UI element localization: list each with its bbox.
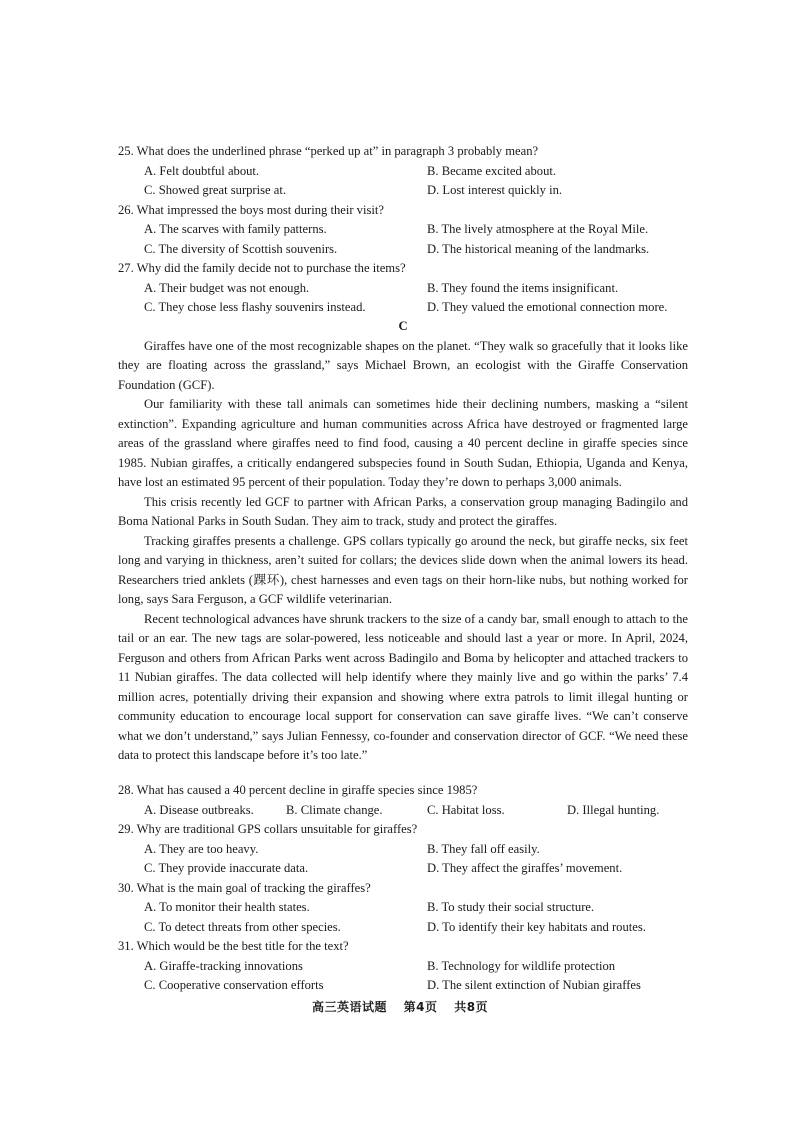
option-c: C. They provide inaccurate data. (144, 861, 309, 875)
question-27 (118, 259, 688, 318)
option-d: D. Illegal hunting. (567, 802, 660, 817)
question-text: 25. What does the underlined phrase “perked up at” in paragraph 3 probably mean? (118, 144, 539, 158)
option-d: D. The silent extinction of Nubian giraffes (427, 978, 641, 992)
section-heading: C (398, 319, 408, 333)
passage-paragraph-3: This crisis recently led GCF to partner with African Parks, a conservation group managing Badingilo and Boma National Parks in South Sudan. They aim to track, study and protect the giraffes. (118, 494, 688, 528)
option-d: D. Lost interest quickly in. (427, 183, 563, 197)
option-d: D. They valued the emotional connection more. (427, 300, 668, 314)
option-d: D. They affect the giraffes’ movement. (427, 861, 623, 875)
question-text: 27. Why did the family decide not to purchase the items? (118, 261, 406, 275)
question-text: 31. Which would be the best title for the text? (118, 939, 349, 953)
option-c: C. Cooperative conservation efforts (144, 978, 324, 992)
passage-paragraph-1: Giraffes have one of the most recognizable shapes on the planet. “They walk so gracefully that it looks like they are floating across the grassland,” says Michael Brown, an ecologist with the Giraffe Conservation Foundation (GCF). (118, 338, 688, 392)
passage-c (118, 317, 688, 766)
option-c: C. Showed great surprise at. (144, 183, 286, 197)
passage-paragraph-4: Tracking giraffes presents a challenge. GPS collars typically go around the neck, but giraffe necks, six feet long and varying in thickness, aren’t suited for collars; the devices slide down when the animal lowers its head. Researchers tried anklets (踝环), chest harnesses and even tags on their horn-like nubs, but nothing worked for long, says Sara Ferguson, a GCF wildlife veterinarian. (118, 533, 688, 606)
question-31 (118, 937, 688, 996)
footer-subject: 高三英语试题 (311, 1000, 387, 1014)
option-d: D. To identify their key habitats and routes. (427, 919, 646, 934)
option-b: B. Climate change. (286, 802, 383, 817)
question-text: 28. What has caused a 40 percent decline in giraffe species since 1985? (118, 783, 478, 797)
footer-page-number: 第4页 (403, 1000, 438, 1014)
option-b: B. The lively atmosphere at the Royal Mile. (427, 222, 649, 236)
question-text: 30. What is the main goal of tracking the giraffes? (118, 880, 371, 895)
option-c: C. They chose less flashy souvenirs instead. (144, 300, 366, 314)
option-b: B. Technology for wildlife protection (427, 958, 616, 973)
option-a: A. Felt doubtful about. (144, 163, 260, 178)
option-b: B. They fall off easily. (427, 841, 540, 856)
question-26 (118, 201, 688, 260)
option-c: C. To detect threats from other species. (144, 919, 341, 934)
option-c: C. Habitat loss. (427, 802, 505, 817)
question-29 (118, 820, 688, 879)
questions-28-31 (118, 781, 688, 996)
option-a: A. To monitor their health states. (144, 900, 310, 914)
footer-total-pages: 共8页 (454, 1000, 489, 1014)
option-a: A. Disease outbreaks. (144, 802, 254, 817)
question-text: 29. Why are traditional GPS collars unsuitable for giraffes? (118, 822, 418, 836)
question-28 (118, 781, 688, 820)
option-b: B. They found the items insignificant. (427, 280, 619, 295)
page-footer (0, 998, 800, 1015)
questions-25-27 (118, 142, 688, 318)
question-text: 26. What impressed the boys most during their visit? (118, 202, 384, 217)
option-b: B. To study their social structure. (427, 900, 595, 914)
option-a: A. Their budget was not enough. (144, 280, 310, 295)
passage-paragraph-5: Recent technological advances have shrunk trackers to the size of a candy bar, small enough to attach to the tail or an ear. The new tags are solar-powered, less noticeable and should last a year or more. In April, 2024, Ferguson and others from African Parks went across Badingilo and Boma by helicopter and attached trackers to 11 Nubian giraffes. The data collected will help identify where they mainly live and go within the parks’ 7.4 million acres, potentially driving their expansion and showing where extra patrols to limit illegal hunting or community education to encourage local support for conservation can save giraffe lives. “We can’t conserve what we don’t understand,” says Julian Fennessy, co-founder and conservation director of GCF. “We need these data to protect this landscape before it’s too late.” (118, 611, 688, 762)
question-25 (118, 142, 688, 201)
option-d: D. The historical meaning of the landmarks. (427, 241, 650, 256)
option-a: A. They are too heavy. (144, 841, 259, 856)
passage-paragraph-2: Our familiarity with these tall animals can sometimes hide their declining numbers, masking a “silent extinction”. Expanding agriculture and human communities across Africa have destroyed or fragmented large areas of the grassland where giraffes need to find food, causing a 40 percent decline in giraffe species since 1985. Nubian giraffes, a critically endangered subspecies found in South Sudan, Ethiopia, Uganda and Kenya, have lost an estimated 95 percent of their population. Today they’re down to perhaps 3,000 animals. (118, 397, 688, 489)
option-a: A. The scarves with family patterns. (144, 222, 327, 236)
question-30 (118, 879, 688, 938)
option-b: B. Became excited about. (427, 163, 557, 178)
option-a: A. Giraffe-tracking innovations (144, 958, 303, 973)
option-c: C. The diversity of Scottish souvenirs. (144, 241, 338, 256)
